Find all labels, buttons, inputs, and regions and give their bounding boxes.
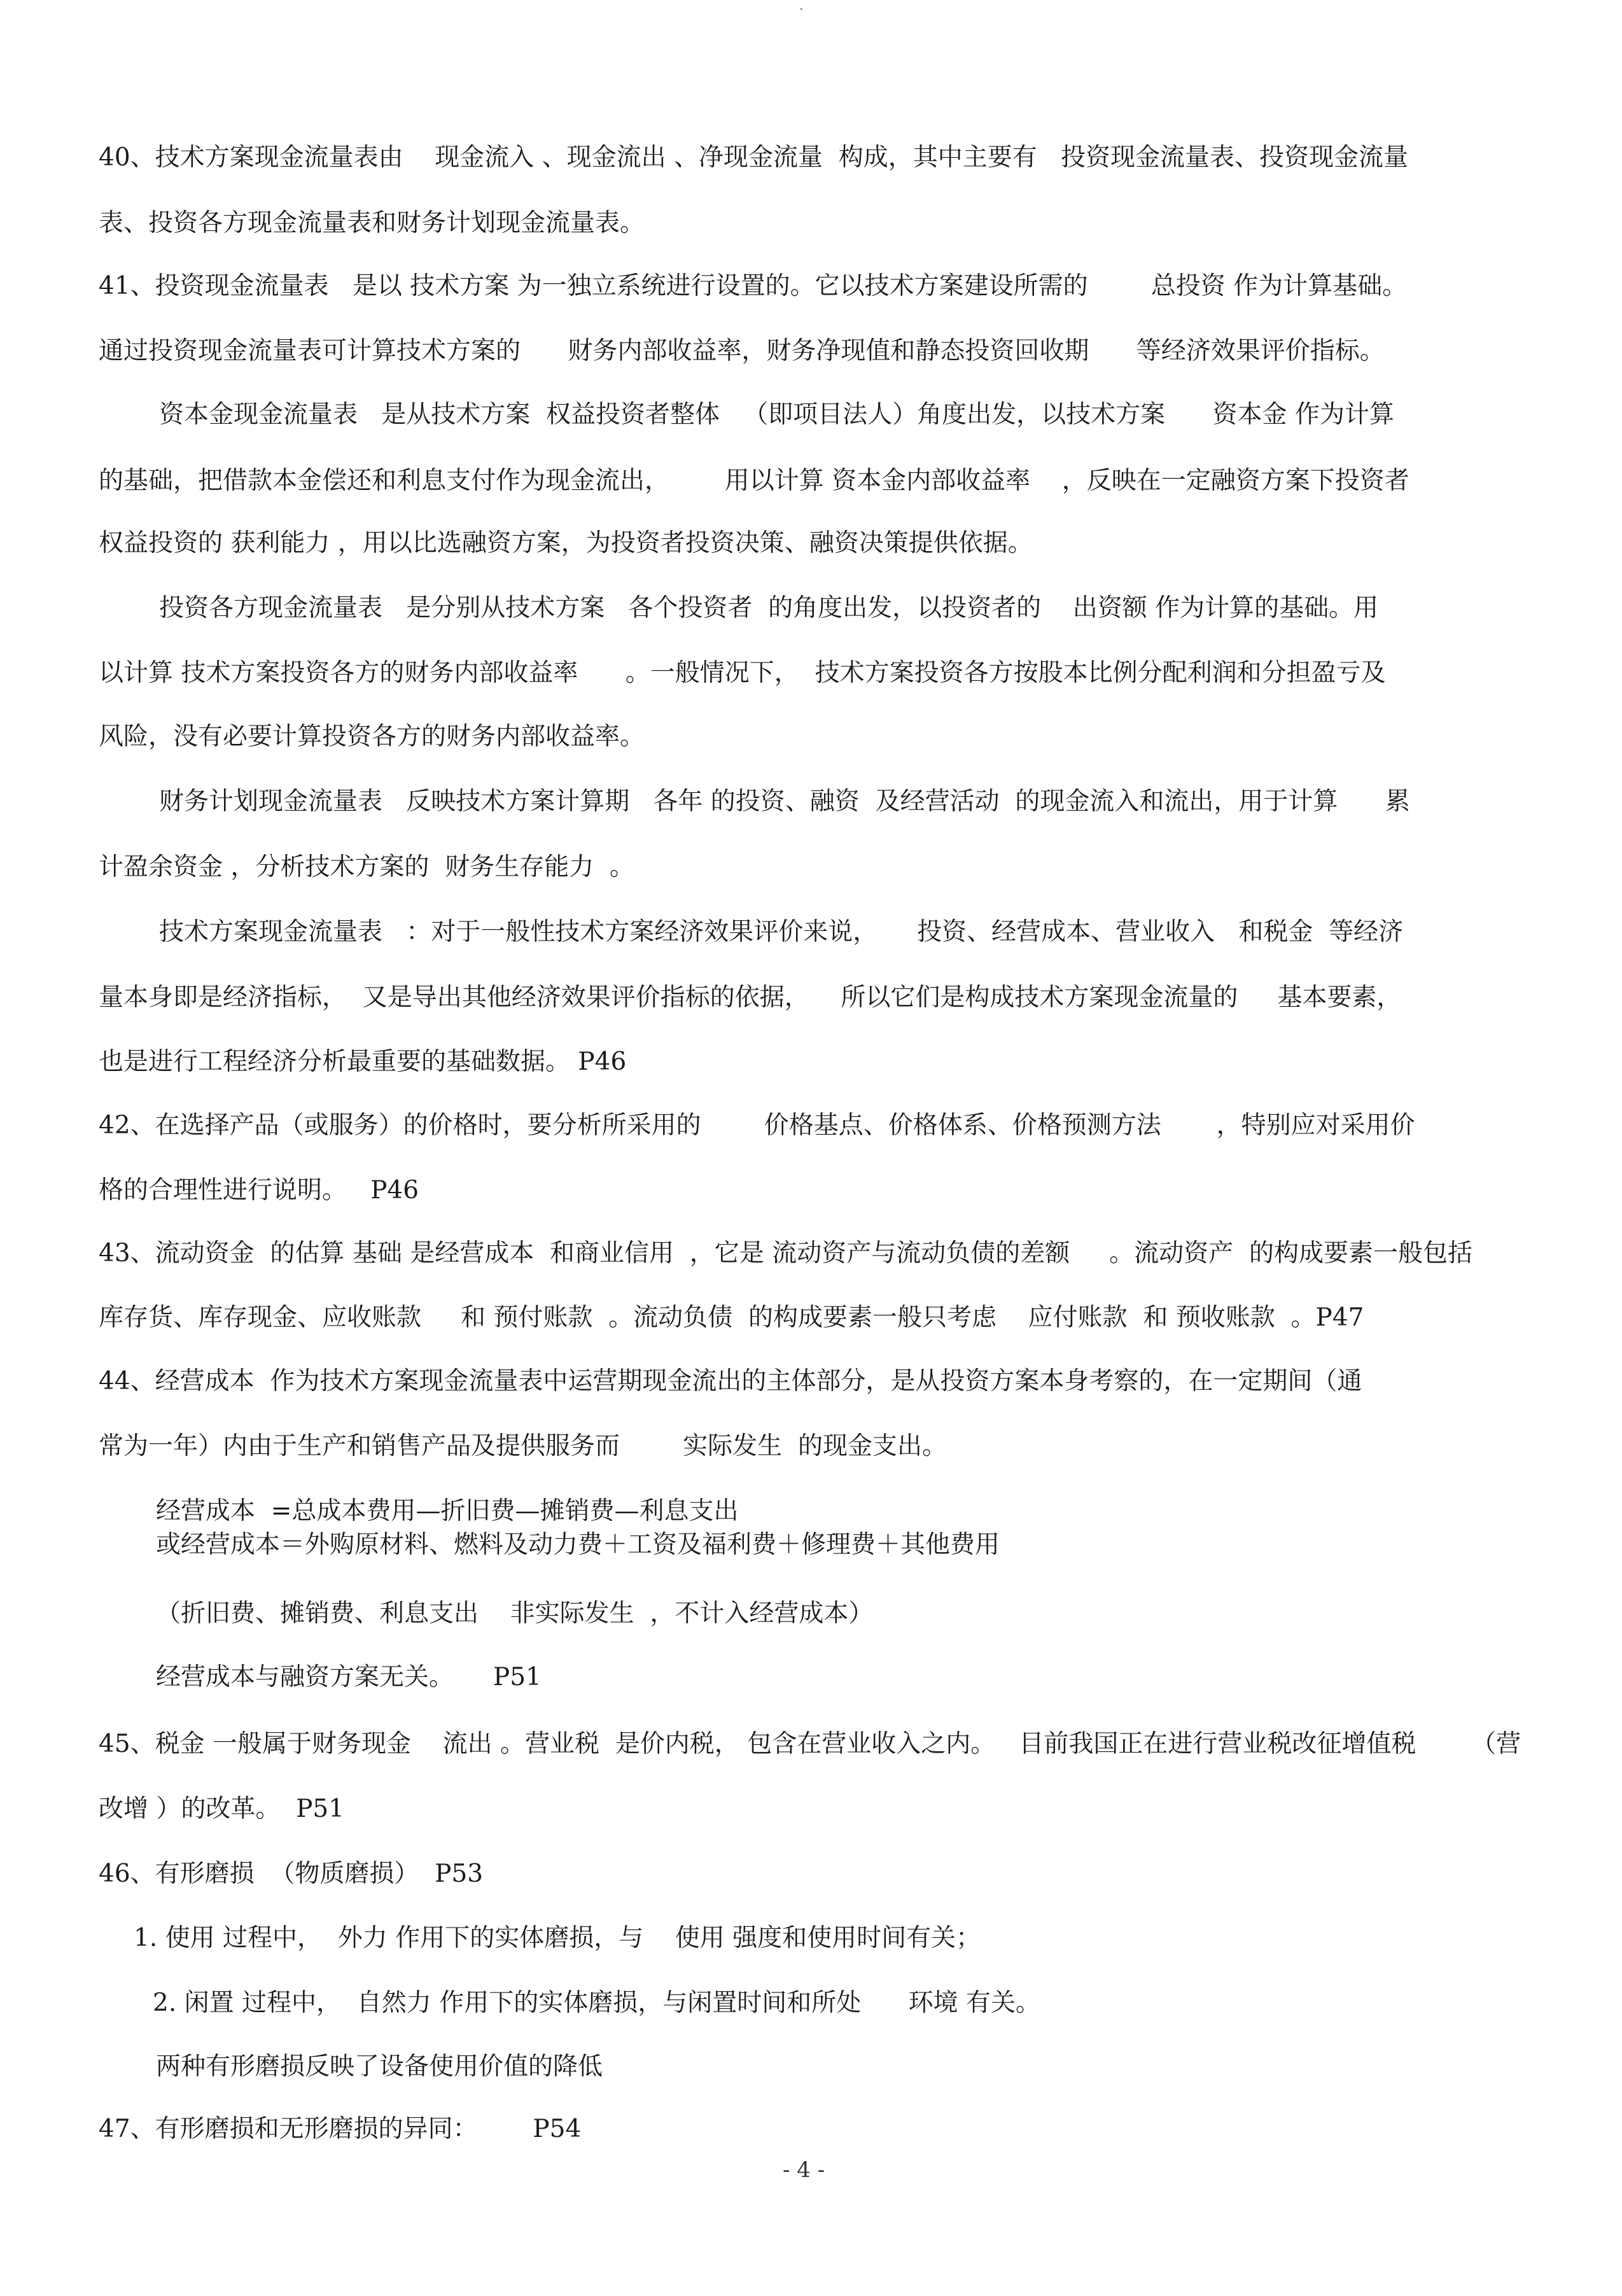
item-46-point-1: 1. 使用 过程中， 外力 作用下的实体磨损，与 使用 强度和使用时间有关； <box>134 1924 981 1952</box>
technical-cashflow-line-3: 也是进行工程经济分析最重要的基础数据。 P46 <box>99 1047 627 1076</box>
formula-line-2: 或经营成本＝外购原材料、燃料及动力费＋工资及福利费＋修理费＋其他费用 <box>156 1530 1000 1559</box>
item-41-line-1: 41、投资现金流量表 是以 技术方案 为一独立系统进行设置的。它以技术方案建设所需的 总投资 作为计算基础。 <box>99 272 1408 300</box>
equity-cashflow-line-2: 的基础，把借款本金偿还和利息支付作为现金流出， 用以计算 资本金内部收益率 ，反映在一定融资方案下投资者 <box>99 466 1409 495</box>
item-44-line-2: 常为一年）内由于生产和销售产品及提供服务而 实际发生 的现金支出。 <box>99 1432 947 1460</box>
item-44-line-1: 44、经营成本 作为技术方案现金流量表中运营期现金流出的主体部分，是从投资方案本身考察的，在一定期间（通 <box>99 1367 1362 1396</box>
technical-cashflow-line-1: 技术方案现金流量表 ：对于一般性技术方案经济效果评价来说， 投资、经营成本、营业收入 和税金 等经济 <box>159 918 1404 946</box>
item-43-line-1: 43、流动资金 的估算 基础 是经营成本 和商业信用 ，它是 流动资产与流动负债的差额 。流动资产 的构成要素一般包括 <box>99 1239 1472 1268</box>
item-45-line-1: 45、税金 一般属于财务现金 流出 。营业税 是价内税， 包含在营业收入之内。 目前我国正在进行营业税改征增值税 （营 <box>99 1730 1521 1758</box>
investor-cashflow-line-1: 投资各方现金流量表 是分别从技术方案 各个投资者 的角度出发，以投资者的 出资额 作为计算的基础。用 <box>159 594 1379 622</box>
investor-cashflow-line-2: 以计算 技术方案投资各方的财务内部收益率 。一般情况下， 技术方案投资各方按股本比例分配利润和分担盈亏及 <box>99 659 1386 687</box>
item-46-point-2: 2. 闲置 过程中， 自然力 作用下的实体磨损，与闲置时间和所处 环境 有关。 <box>153 1989 1040 2017</box>
top-mark: · <box>799 1 804 17</box>
item-46-heading: 46、有形磨损 （物质磨损） P53 <box>99 1859 484 1888</box>
item-40-line-1: 40、技术方案现金流量表由 现金流入 、现金流出 、净现金流量 构成，其中主要有 投资现金流量表、投资现金流量 <box>99 143 1408 172</box>
formula-note: （折旧费、摊销费、利息支出 非实际发生 ，不计入经营成本） <box>156 1599 874 1628</box>
operating-cost-note: 经营成本与融资方案无关。 P51 <box>156 1663 542 1691</box>
equity-cashflow-line-3: 权益投资的 获利能力 ，用以比选融资方案，为投资者投资决策、融资决策提供依据。 <box>99 529 1033 557</box>
item-42-line-1: 42、在选择产品（或服务）的价格时，要分析所采用的 价格基点、价格体系、价格预测方法 ，特别应对采用价 <box>99 1111 1415 1140</box>
item-45-line-2: 改增 ）的改革。 P51 <box>99 1795 345 1823</box>
item-47-heading: 47、有形磨损和无形磨损的异同： P54 <box>99 2115 582 2143</box>
financial-plan-line-1: 财务计划现金流量表 反映技术方案计算期 各年 的投资、融资 及经营活动 的现金流入和流出，用于计算 累 <box>159 787 1410 816</box>
item-40-line-2: 表、投资各方现金流量表和财务计划现金流量表。 <box>99 209 645 237</box>
formula-line-1: 经营成本 =总成本费用—折旧费—摊销费—利息支出 <box>156 1497 739 1525</box>
item-41-line-2: 通过投资现金流量表可计算技术方案的 财务内部收益率，财务净现值和静态投资回收期 等经济效果评价指标。 <box>99 337 1385 365</box>
item-46-summary: 两种有形磨损反映了设备使用价值的降低 <box>156 2052 603 2081</box>
page-number: - 4 - <box>783 2157 825 2183</box>
financial-plan-line-2: 计盈余资金 ，分析技术方案的 财务生存能力 。 <box>99 853 634 881</box>
technical-cashflow-line-2: 量本身即是经济指标， 又是导出其他经济效果评价指标的依据， 所以它们是构成技术方案现金流量的 基本要素， <box>99 983 1402 1012</box>
item-42-line-2: 格的合理性进行说明。 P46 <box>99 1176 419 1205</box>
equity-cashflow-line-1: 资本金现金流量表 是从技术方案 权益投资者整体 （即项目法人）角度出发，以技术方案 资本金 作为计算 <box>159 400 1394 429</box>
item-43-line-2: 库存货、库存现金、应收账款 和 预付账款 。流动负债 的构成要素一般只考虑 应付账款 和 预收账款 。P47 <box>99 1303 1364 1332</box>
investor-cashflow-line-3: 风险，没有必要计算投资各方的财务内部收益率。 <box>99 722 645 751</box>
